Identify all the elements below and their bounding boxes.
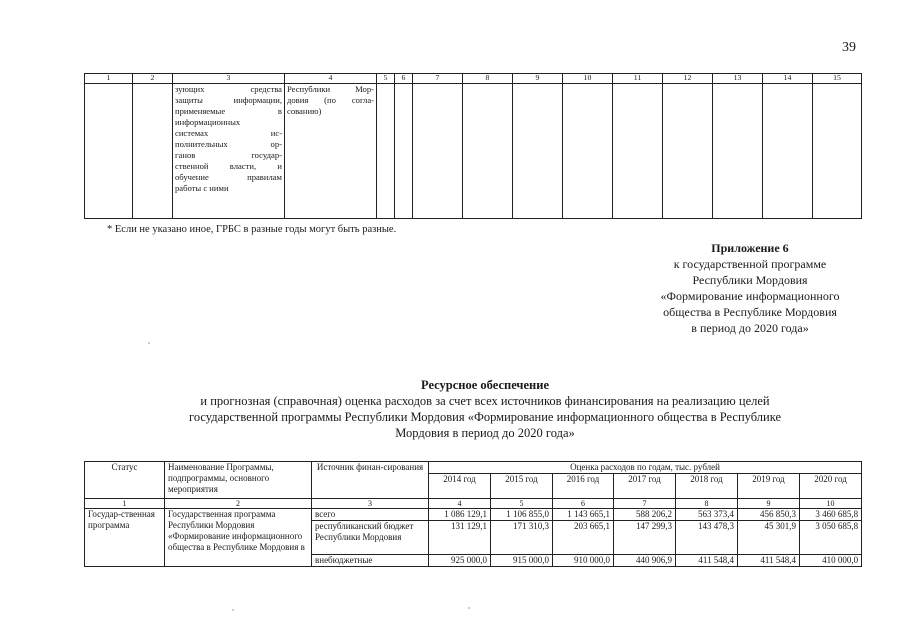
value-cell: 915 000,0 [491, 555, 553, 567]
col-number: 5 [377, 74, 395, 84]
col-number: 1 [85, 74, 133, 84]
scan-speck [232, 609, 234, 611]
continuation-table [84, 73, 862, 219]
year-header: 2015 год [491, 474, 553, 499]
value-cell: 563 373,4 [676, 509, 738, 521]
appendix-title: Приложение 6 [711, 241, 789, 255]
appendix-heading: Приложение 6 к государственной программе Республики Мордовия «Формирование информационного общества в Республике Мордовия в период до 2020 года» [600, 240, 900, 336]
value-cell: 440 906,9 [614, 555, 676, 567]
table-header-row [85, 74, 862, 84]
column-number-row: 1 2 3 4 5 6 7 8 9 10 [85, 499, 862, 509]
col-number: 12 [663, 74, 713, 84]
source-cell: всего [312, 509, 429, 521]
year-header: 2017 год [614, 474, 676, 499]
program-name-cell: Государственная программа Республики Мордовия «Формирование информационного общества в Республике Мордовия в [165, 509, 312, 567]
header-estimate: Оценка расходов по годам, тыс. рублей [429, 462, 862, 474]
table-header-row [85, 462, 862, 474]
value-cell: 588 206,2 [614, 509, 676, 521]
year-header: 2020 год [800, 474, 862, 499]
value-cell: 147 299,3 [614, 521, 676, 555]
header-name: Наименование Программы, подпрограммы, основного мероприятия [165, 462, 312, 499]
col-number: 13 [713, 74, 763, 84]
col-number: 2 [133, 74, 173, 84]
col-number: 4 [285, 74, 377, 84]
value-cell: 410 000,0 [800, 555, 862, 567]
page-number: 39 [842, 40, 856, 55]
value-cell: 910 000,0 [553, 555, 614, 567]
year-header: 2018 год [676, 474, 738, 499]
source-cell: внебюджетные [312, 555, 429, 567]
value-cell: 411 548,4 [676, 555, 738, 567]
value-cell: 1 106 855,0 [491, 509, 553, 521]
year-header: 2014 год [429, 474, 491, 499]
value-cell: 1 086 129,1 [429, 509, 491, 521]
document-title: Ресурсное обеспечение и прогнозная (справочная) оценка расходов за счет всех источников финансирования на реализацию целей государственной программы Республики Мордовия «Формирование информационного общества в Республике Мордовия в период до 2020 года» [189, 378, 781, 440]
col-number: 11 [613, 74, 663, 84]
year-header: 2019 год [738, 474, 800, 499]
header-status: Статус [85, 462, 165, 499]
col-number: 15 [813, 74, 862, 84]
scan-speck [148, 342, 150, 344]
header-source: Источник финан-сирования [312, 462, 429, 499]
value-cell: 45 301,9 [738, 521, 800, 555]
value-cell: 143 478,3 [676, 521, 738, 555]
table-row [85, 84, 862, 219]
source-cell: республиканский бюджет Республики Мордовия [312, 521, 429, 555]
value-cell: 3 050 685,8 [800, 521, 862, 555]
measure-description: зующих средства защиты информации, применяемые в информационных системах ис- полнительных ор- ганов государ- ственной власти, и обучение правилам работы с ними [173, 84, 285, 219]
col-number: 7 [413, 74, 463, 84]
value-cell: 3 460 685,8 [800, 509, 862, 521]
col-number: 10 [563, 74, 613, 84]
value-cell: 131 129,1 [429, 521, 491, 555]
col-number: 9 [513, 74, 563, 84]
status-cell: Государ-ственная программа [85, 509, 165, 567]
value-cell: 456 850,3 [738, 509, 800, 521]
executor-cell: Республики Мор- довия (по согла- сованию) [285, 84, 377, 219]
resource-table [84, 461, 862, 567]
col-number: 8 [463, 74, 513, 84]
col-number: 6 [395, 74, 413, 84]
table-row [85, 509, 862, 521]
value-cell: 203 665,1 [553, 521, 614, 555]
scan-speck [468, 607, 470, 609]
value-cell: 1 143 665,1 [553, 509, 614, 521]
value-cell: 411 548,4 [738, 555, 800, 567]
footnote: * Если не указано иное, ГРБС в разные годы могут быть разные. [107, 224, 397, 235]
value-cell: 925 000,0 [429, 555, 491, 567]
value-cell: 171 310,3 [491, 521, 553, 555]
col-number: 3 [173, 74, 285, 84]
col-number: 14 [763, 74, 813, 84]
year-header: 2016 год [553, 474, 614, 499]
